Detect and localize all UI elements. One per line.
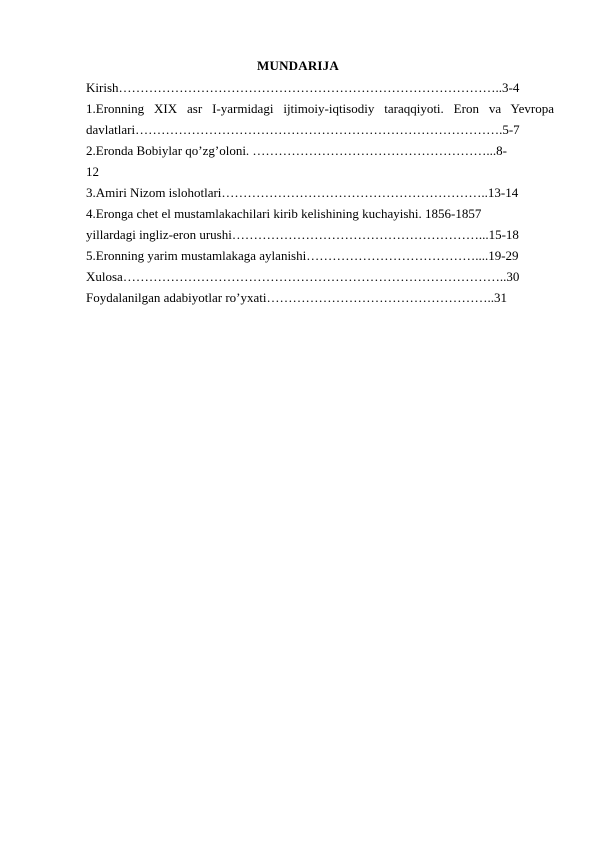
page-title: MUNDARIJA (257, 58, 339, 73)
toc-entry-2-line-1: 2.Eronda Bobiylar qo’zg’oloni. ………………………………………………...8- (86, 143, 508, 158)
toc-entry-5: 5.Eronning yarim mustamlakaga aylanishi…………………………………....19-29 (86, 248, 519, 263)
toc-entry-kirish: Kirish……………………………………………………………………………..3-4 (86, 80, 520, 95)
toc-entry-1-line-1: 1.Eronning XIX asr I-yarmidagi ijtimoiy-iqtisodiy taraqqiyoti. Eron va Yevropa (86, 101, 554, 116)
toc-entry-xulosa: Xulosa……………………………………………………………………………..30 (86, 269, 520, 284)
toc-entry-2-line-2: 12 (86, 164, 99, 179)
toc-entry-4-line-2: yillardagi ingliz-eron urushi…………………………………………………...15-18 (86, 227, 519, 242)
toc-entry-adabiyotlar: Foydalanilgan adabiyotlar ro’yxati……………………………………………..31 (86, 290, 508, 305)
toc-entry-4-line-1: 4.Eronga chet el mustamlakachilari kirib kelishining kuchayishi. 1856-1857 (86, 206, 482, 221)
toc-entry-3: 3.Amiri Nizom islohotlari……………………………………………………..13-14 (86, 185, 519, 200)
toc-entry-1-line-2: davlatlari………………………………………………………………………….5-7 (86, 122, 520, 137)
